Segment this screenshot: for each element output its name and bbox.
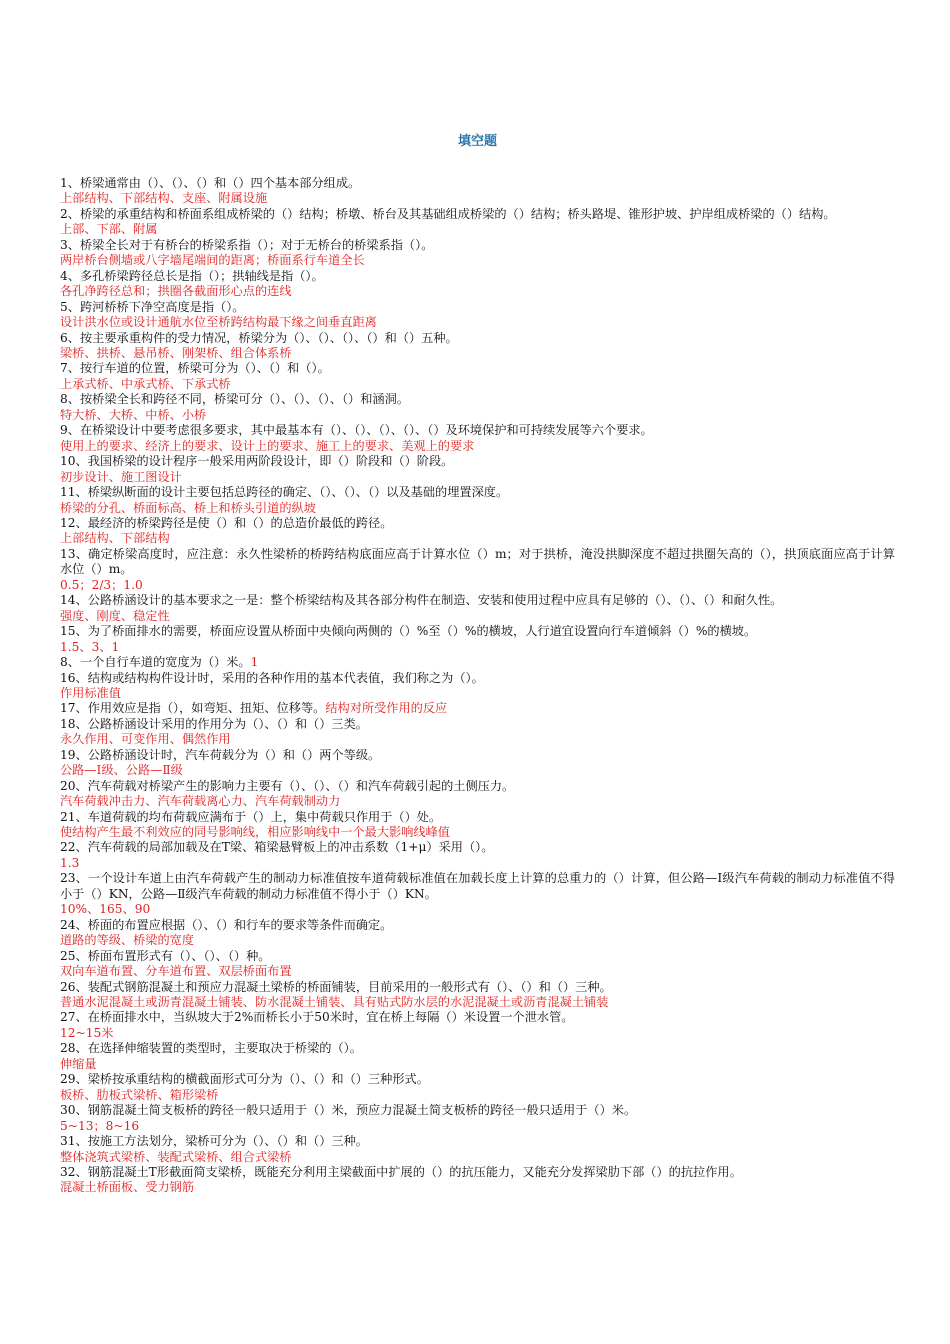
- answer-text: 整体浇筑式梁桥、装配式梁桥、组合式梁桥: [60, 1149, 292, 1164]
- question-label: 30、钢筋混凝土简支板桥的跨径一般只适用于（）米，预应力混凝土简支板桥的跨径一般只适用于（）米。: [60, 1103, 637, 1118]
- answer-text: 上部、下部、附属: [60, 222, 158, 237]
- question-label: 16、结构或结构构件设计时，采用的各种作用的基本代表值，我们称之为（）。: [60, 670, 484, 685]
- question-text: [60, 1041, 895, 1056]
- question-text: [60, 624, 895, 639]
- question-label: 22、汽车荷载的局部加载及在T梁、箱梁悬臂板上的冲击系数（1+μ）采用（）。: [60, 840, 494, 855]
- question-text: [60, 238, 895, 253]
- answer-text: 1.3: [60, 855, 80, 870]
- question-label: 7、按行车道的位置，桥梁可分为（）、（）和（）。: [60, 361, 330, 376]
- question-label: 6、按主要承重构件的受力情况，桥梁分为（）、（）、（）、（）和（）五种。: [60, 330, 458, 345]
- question-label: 1、桥梁通常由（）、（）、（）和（）四个基本部分组成。: [60, 176, 361, 190]
- question-label: 15、为了桥面排水的需要，桥面应设置从桥面中央倾向两侧的（）%至（）%的横坡，人行道宜设置向行车道倾斜（）%的横坡。: [60, 624, 757, 639]
- question-text: [60, 1072, 895, 1087]
- question-text: [60, 810, 895, 825]
- question-label: 25、桥面布置形式有（）、（）、（）种。: [60, 948, 271, 963]
- question-text: [60, 269, 895, 284]
- page-title: 填空题: [457, 134, 497, 149]
- question-label: 10、我国桥梁的设计程序一般采用两阶段设计，即（）阶段和（）阶段。: [60, 454, 454, 469]
- answer-text: 上承式桥、中承式桥、下承式桥: [60, 376, 231, 391]
- question-text: [60, 300, 895, 315]
- question-text: [60, 423, 895, 438]
- answer-text: 0.5；2/3；1.0: [60, 577, 143, 592]
- question-label: 8、按桥梁全长和跨径不同，桥梁可分（）、（）、（）、（）和涵洞。: [60, 392, 409, 407]
- answer-text: 公路—Ⅰ级、公路—Ⅱ级: [60, 763, 183, 778]
- question-label: 18、公路桥涵设计采用的作用分为（）、（）和（）三类。: [60, 716, 368, 731]
- question-label: 21、车道荷载的均布荷载应满布于（）上，集中荷载只作用于（）处。: [60, 809, 442, 824]
- answer-text: 5~13；8~16: [60, 1118, 140, 1133]
- answer-text: 伸缩量: [60, 1056, 97, 1071]
- answer-text: 各孔净跨径总和；拱圈各截面形心点的连线: [60, 284, 292, 299]
- answer-text: 初步设计、施工图设计: [60, 469, 182, 484]
- answer-text: 上部结构、下部结构: [60, 531, 170, 546]
- question-label: 14、公路桥涵设计的基本要求之一是：整个桥梁结构及其各部分构件在制造、安装和使用过程中应具有足够的（）、（）、（）和耐久性。: [60, 593, 783, 608]
- question-text: [60, 331, 895, 346]
- question-text: [60, 547, 895, 578]
- question-text: [60, 717, 895, 732]
- question-label: 12、最经济的桥梁跨径是使（）和（）的总造价最低的跨径。: [60, 515, 393, 530]
- answer-text: 汽车荷载冲击力、汽车荷载离心力、汽车荷载制动力: [60, 794, 341, 809]
- question-list: [60, 176, 895, 1196]
- answer-text: 混凝土桥面板、受力钢筋: [60, 1180, 195, 1195]
- answer-text: 板桥、肋板式梁桥、箱形梁桥: [60, 1087, 219, 1102]
- question-text: [60, 1010, 895, 1025]
- question-text: [60, 918, 895, 933]
- question-text: [60, 671, 895, 686]
- answer-text: 梁桥、拱桥、悬吊桥、刚架桥、组合体系桥: [60, 345, 292, 360]
- question-label: 28、在选择伸缩装置的类型时，主要取决于桥梁的（）。: [60, 1041, 362, 1056]
- answer-text: 1.5、3、1: [60, 639, 120, 654]
- answer-text: 特大桥、大桥、中桥、小桥: [60, 407, 207, 422]
- answer-text: 普通水泥混凝土或沥青混凝土铺装、防水混凝土铺装、具有贴式防水层的水泥混凝土或沥青混凝土铺装: [60, 995, 609, 1010]
- question-text: [60, 949, 895, 964]
- inline-answer: 1: [250, 655, 259, 670]
- answer-text: 设计洪水位或设计通航水位至桥跨结构最下缘之间垂直距离: [60, 315, 377, 330]
- answer-text: 12~15米: [60, 1025, 114, 1040]
- question-text: [60, 980, 895, 995]
- answer-text: 10%、165、90: [60, 902, 151, 917]
- question-text: [60, 655, 895, 670]
- question-label: 29、梁桥按承重结构的横截面形式可分为（）、（）和（）三种形式。: [60, 1072, 429, 1087]
- question-label: 9、在桥梁设计中要考虑很多要求，其中最基本有（）、（）、（）、（）、（）及环境保护和可持续发展等六个要求。: [60, 423, 653, 438]
- question-text: [60, 779, 895, 794]
- question-label: 13、确定桥梁高度时，应注意：永久性梁桥的桥跨结构底面应高于计算水位（）m；对于拱桥，淹没拱脚深度不超过拱圈矢高的（），拱顶底面应高于计算水位（）m。: [60, 546, 895, 577]
- answer-text: 两岸桥台侧墙或八字墙尾端间的距离；桥面系行车道全长: [60, 253, 365, 268]
- question-label: 19、公路桥涵设计时，汽车荷载分为（）和（）两个等级。: [60, 747, 381, 762]
- answer-text: 使用上的要求、经济上的要求、设计上的要求、施工上的要求、美观上的要求: [60, 438, 475, 453]
- question-text: [60, 176, 895, 191]
- question-text: [60, 748, 895, 763]
- question-label: 24、桥面的布置应根据（）、（）和行车的要求等条件而确定。: [60, 917, 393, 932]
- question-label: 20、汽车荷载对桥梁产生的影响力主要有（）、（）、（）和汽车荷载引起的土侧压力。: [60, 778, 515, 793]
- question-text: [60, 516, 895, 531]
- question-text: [60, 361, 895, 376]
- answer-text: 强度、刚度、稳定性: [60, 608, 170, 623]
- question-text: [60, 207, 895, 222]
- question-text: [60, 454, 895, 469]
- question-label: 26、装配式钢筋混凝土和预应力混凝土梁桥的桥面铺装，目前采用的一般形式有（）、（）和（）三种。: [60, 979, 612, 994]
- question-label: 2、桥梁的承重结构和桥面系组成桥梁的（）结构；桥墩、桥台及其基础组成桥梁的（）结构；桥头路堤、锥形护坡、护岸组成桥梁的（）结构。: [60, 206, 836, 221]
- question-text: [60, 840, 895, 855]
- answer-text: 作用标准值: [60, 685, 121, 700]
- inline-answer: 结构对所受作用的反应: [325, 701, 448, 716]
- question-text: [60, 1165, 895, 1180]
- question-text: [60, 1134, 895, 1149]
- answer-text: 上部结构、下部结构、支座、附属设施: [60, 191, 268, 206]
- answer-text: 永久作用、可变作用、偶然作用: [60, 732, 231, 747]
- question-text: [60, 871, 895, 902]
- question-text: [60, 701, 895, 716]
- question-label: 32、钢筋混凝土T形截面简支梁桥，既能充分利用主梁截面中扩展的（）的抗压能力，又能充分发挥梁肋下部（）的抗拉作用。: [60, 1165, 742, 1179]
- question-text: [60, 1103, 895, 1118]
- question-label: 8、一个自行车道的宽度为（）米。: [60, 655, 251, 670]
- question-label: 4、多孔桥梁跨径总长是指（）；拱轴线是指（）。: [60, 268, 324, 283]
- question-label: 5、跨河桥桥下净空高度是指（）。: [60, 299, 245, 314]
- question-label: 31、按施工方法划分，梁桥可分为（）、（）和（）三种。: [60, 1134, 368, 1149]
- answer-text: 双向车道布置、分车道布置、双层桥面布置: [60, 964, 292, 979]
- answer-text: 使结构产生最不利效应的同号影响线，相应影响线中一个最大影响线峰值: [60, 825, 450, 840]
- question-label: 3、桥梁全长对于有桥台的桥梁系指（）；对于无桥台的桥梁系指（）。: [60, 237, 434, 252]
- answer-text: 道路的等级、桥梁的宽度: [60, 933, 195, 948]
- question-label: 23、一个设计车道上由汽车荷载产生的制动力标准值按车道荷载标准值在加载长度上计算的总重力的（）计算，但公路—Ⅰ级汽车荷载的制动力标准值不得小于（）KN，公路—Ⅱ级汽车荷载的制动力标准值不得小于（）KN。: [60, 871, 895, 901]
- question-text: [60, 593, 895, 608]
- answer-text: 桥梁的分孔、桥面标高、桥上和桥头引道的纵坡: [60, 500, 316, 515]
- question-label: 27、在桥面排水中，当纵坡大于2%而桥长小于50米时，宜在桥上每隔（）米设置一个泄水管。: [60, 1010, 574, 1025]
- question-text: [60, 392, 895, 407]
- question-label: 17、作用效应是指（），如弯矩、扭矩、位移等。: [60, 701, 326, 716]
- question-text: [60, 485, 895, 500]
- question-label: 11、桥梁纵断面的设计主要包括总跨径的确定、（）、（）、（）以及基础的埋置深度。: [60, 485, 509, 500]
